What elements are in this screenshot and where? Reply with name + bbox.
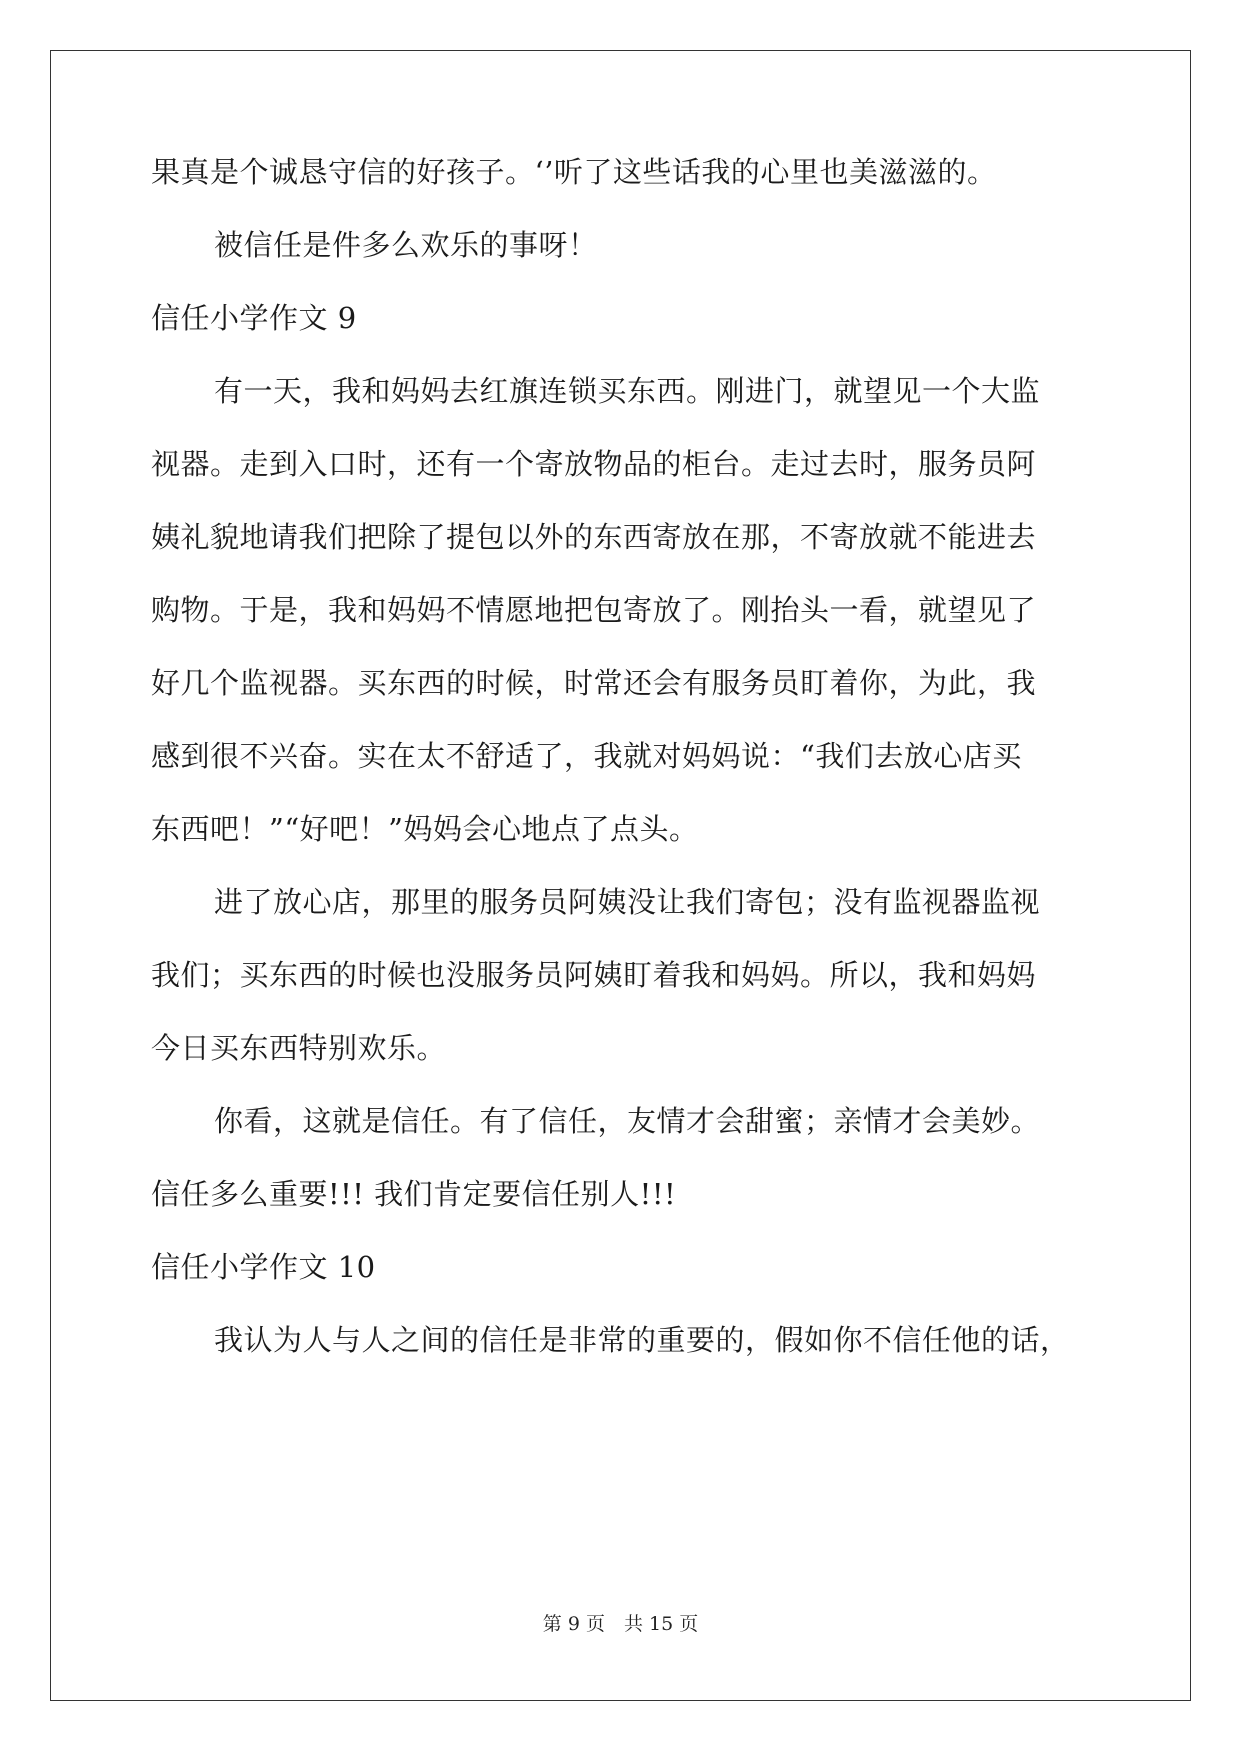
section-heading: 信任小学作文 9 [151,301,357,335]
paragraph-line: 果真是个诚恳守信的好孩子。‘’听了这些话我的心里也美滋滋的。 [151,155,997,189]
paragraph-line: 今日买东西特别欢乐。 [151,1031,447,1065]
paragraph-line: 信任多么重要!!! 我们肯定要信任别人!!! [151,1177,677,1211]
paragraph-line: 我认为人与人之间的信任是非常的重要的，假如你不信任他的话， [214,1323,1070,1357]
paragraph-line: 姨礼貌地请我们把除了提包以外的东西寄放在那，不寄放就不能进去 [151,520,1037,554]
paragraph-line: 购物。于是，我和妈妈不情愿地把包寄放了。刚抬头一看，就望见了 [151,593,1037,627]
paragraph-line: 感到很不兴奋。实在太不舒适了，我就对妈妈说：“我们去放心店买 [151,739,1022,773]
paragraph-line: 东西吧！”“好吧！”妈妈会心地点了点头。 [151,812,699,846]
paragraph-line: 好几个监视器。买东西的时候，时常还会有服务员盯着你，为此，我 [151,666,1037,700]
section-heading: 信任小学作文 10 [151,1250,376,1284]
paragraph-line: 视器。走到入口时，还有一个寄放物品的柜台。走过去时，服务员阿 [151,447,1037,481]
paragraph-line: 你看，这就是信任。有了信任，友情才会甜蜜；亲情才会美妙。 [214,1104,1041,1138]
paragraph-line: 进了放心店，那里的服务员阿姨没让我们寄包；没有监视器监视 [214,885,1041,919]
paragraph-line: 有一天，我和妈妈去红旗连锁买东西。刚进门，就望见一个大监 [214,374,1041,408]
paragraph-line: 被信任是件多么欢乐的事呀！ [214,228,598,262]
page-footer: 第 9 页 共 15 页 [542,1613,699,1635]
paragraph-line: 我们；买东西的时候也没服务员阿姨盯着我和妈妈。所以，我和妈妈 [151,958,1037,992]
